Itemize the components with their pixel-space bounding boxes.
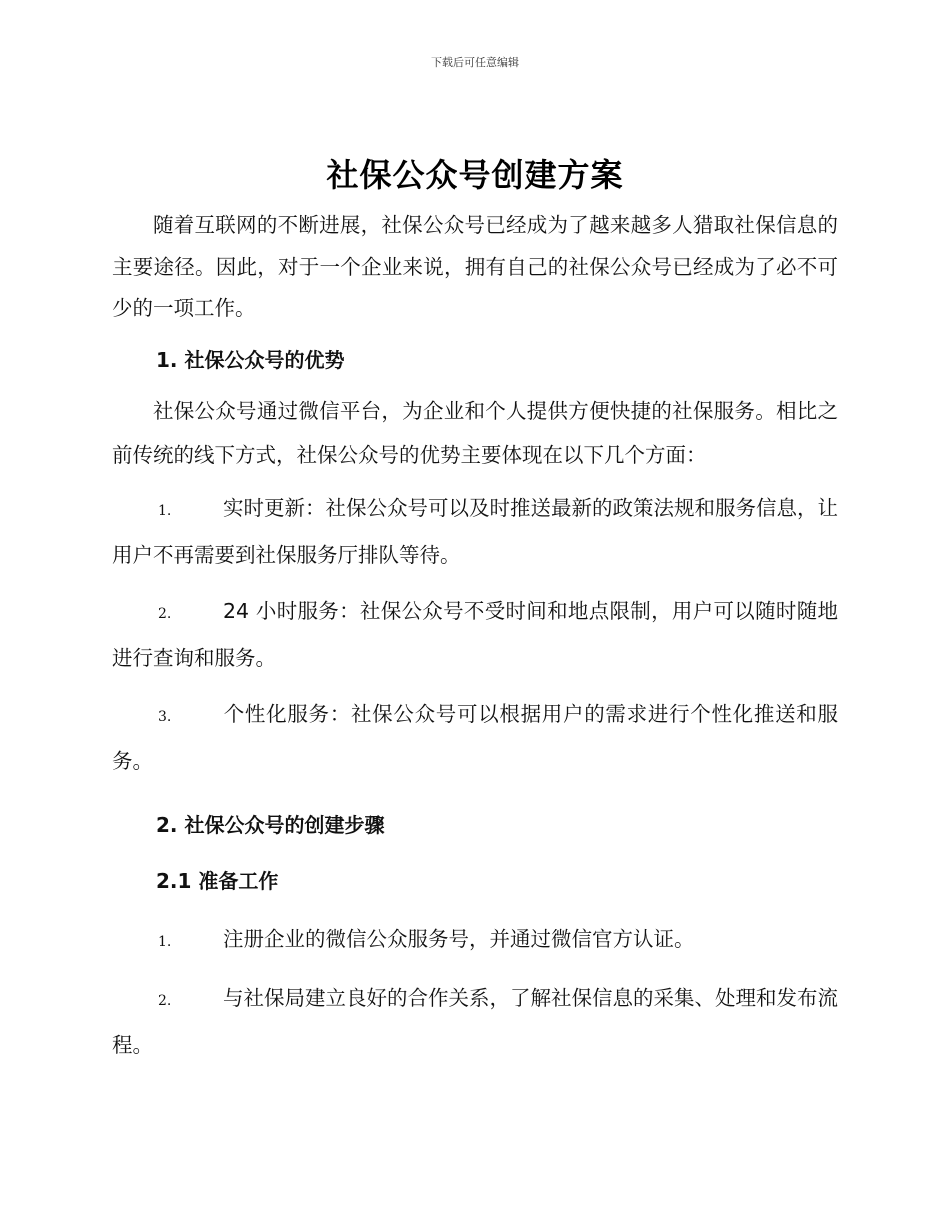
list-item xyxy=(112,976,838,1067)
list-number: 2. xyxy=(158,992,172,1009)
list-item xyxy=(112,917,838,964)
list-number: 1. xyxy=(158,933,172,950)
list-number: 3. xyxy=(158,708,172,725)
list-text: 24 小时服务：社保公众号不受时间和地点限制，用户可以随时随地进行查询和服务。 xyxy=(112,598,838,670)
section-2-1-heading: 2.1 准备工作 xyxy=(156,868,279,893)
section-2-heading: 2. 社保公众号的创建步骤 xyxy=(156,812,385,837)
list-number: 1. xyxy=(158,502,172,519)
list-number: 2. xyxy=(158,605,172,622)
document-body xyxy=(112,205,838,1067)
section-1-paragraph: 社保公众号通过微信平台，为企业和个人提供方便快捷的社保服务。相比之前传统的线下方式，社保公众号的优势主要体现在以下几个方面： xyxy=(112,398,838,467)
intro-paragraph: 随着互联网的不断进展，社保公众号已经成为了越来越多人猎取社保信息的主要途径。因此，对于一个企业来说，拥有自己的社保公众号已经成为了必不可少的一项工作。 xyxy=(112,213,838,320)
header-note: 下载后可任意编辑 xyxy=(431,56,519,69)
document-title: 社保公众号创建方案 xyxy=(326,156,624,194)
list-item xyxy=(112,486,838,577)
list-item xyxy=(112,692,838,783)
section-1-heading: 1. 社保公众号的优势 xyxy=(156,347,345,372)
list-text: 个性化服务：社保公众号可以根据用户的需求进行个性化推送和服务。 xyxy=(112,701,838,773)
list-text: 注册企业的微信公众服务号，并通过微信官方认证。 xyxy=(223,926,695,951)
list-text: 实时更新：社保公众号可以及时推送最新的政策法规和服务信息，让用户不再需要到社保服务厅排队等待。 xyxy=(112,495,838,567)
list-item xyxy=(112,589,838,680)
list-text: 与社保局建立良好的合作关系，了解社保信息的采集、处理和发布流程。 xyxy=(112,985,838,1057)
